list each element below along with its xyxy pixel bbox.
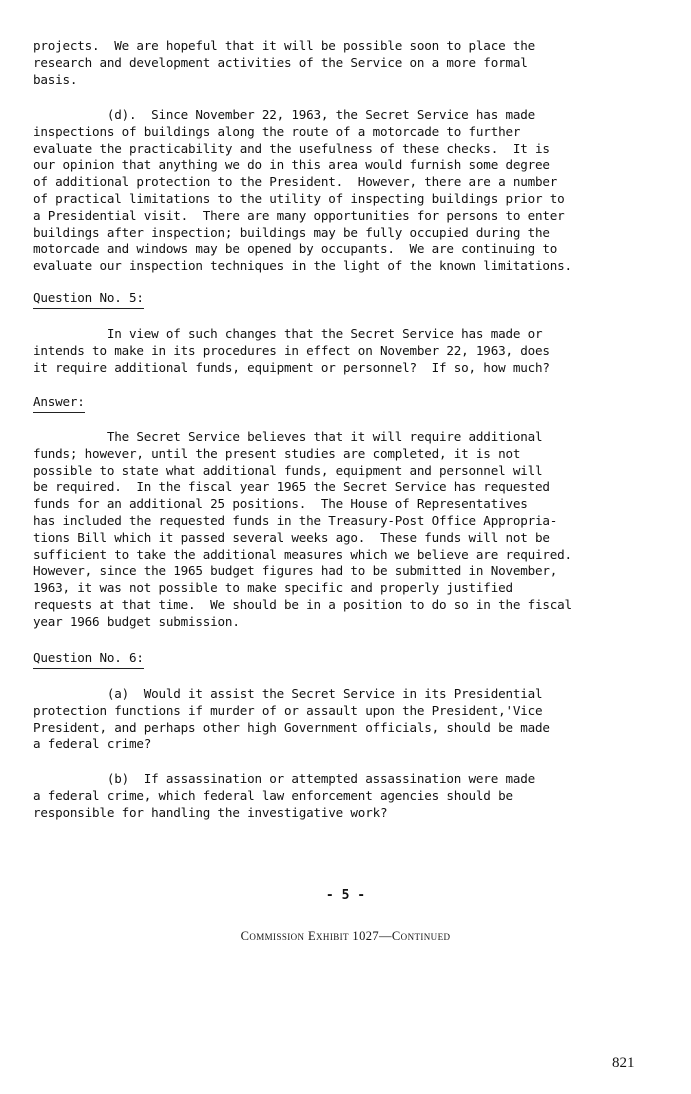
paragraph-projects: projects. We are hopeful that it will be possible soon to place the research and development activities of the Service on a more formal basis. [33, 38, 535, 87]
page-number: - 5 - [325, 888, 366, 903]
folio-number: 821 [612, 1055, 635, 1071]
question-5-text: In view of such changes that the Secret Service has made or intends to make in its procedures in effect on November 22, 1963, does it require additional funds, equipment or personnel? If so, how much? [33, 326, 550, 375]
question-6b-text: (b) If assassination or attempted assassination were made a federal crime, which federal law enforcement agencies should be responsible for handling the investigative work? [33, 771, 535, 820]
answer-heading: Answer: [33, 394, 85, 413]
paragraph-d-inspections: (d). Since November 22, 1963, the Secret Service has made inspections of buildings along the route of a motorcade to further evaluate the practicability and the usefulness of these checks. It is our opinion that anything we do in this area would furnish some degree of additional protection to the President. However, there are a number of practical limitations to the utility of inspecting buildings prior to a Presidential visit. There are many opportunities for persons to enter buildings after inspection; buildings may be fully occupied during the motorcade and windows may be opened by occupants. We are continuing to evaluate our inspection techniques in the light of the known limitations. [33, 107, 572, 274]
answer-text: The Secret Service believes that it will require additional funds; however, until the present studies are completed, it is not possible to state what additional funds, equipment and personnel will be required. In the fiscal year 1965 the Secret Service has requested funds for an additional 25 positions. The House of Representatives has included the requested funds in the Treasury-Post Office Appropria- tions Bill which it passed several weeks ago. These funds will not be sufficient to take the additional measures which we believe are required. However, since the 1965 budget figures had to be submitted in November, 1963, it was not possible to make specific and properly justified requests at that time. We should be in a position to do so in the fiscal year 1966 budget submission. [33, 429, 572, 629]
question-5-heading: Question No. 5: [33, 290, 144, 309]
exhibit-caption: Commission Exhibit 1027—Continued [240, 929, 451, 943]
question-6-heading: Question No. 6: [33, 650, 144, 669]
question-6a-text: (a) Would it assist the Secret Service in its Presidential protection functions if murder of or assault upon the President,'Vice President, and perhaps other high Government officials, should be made a federal crime? [33, 686, 550, 752]
